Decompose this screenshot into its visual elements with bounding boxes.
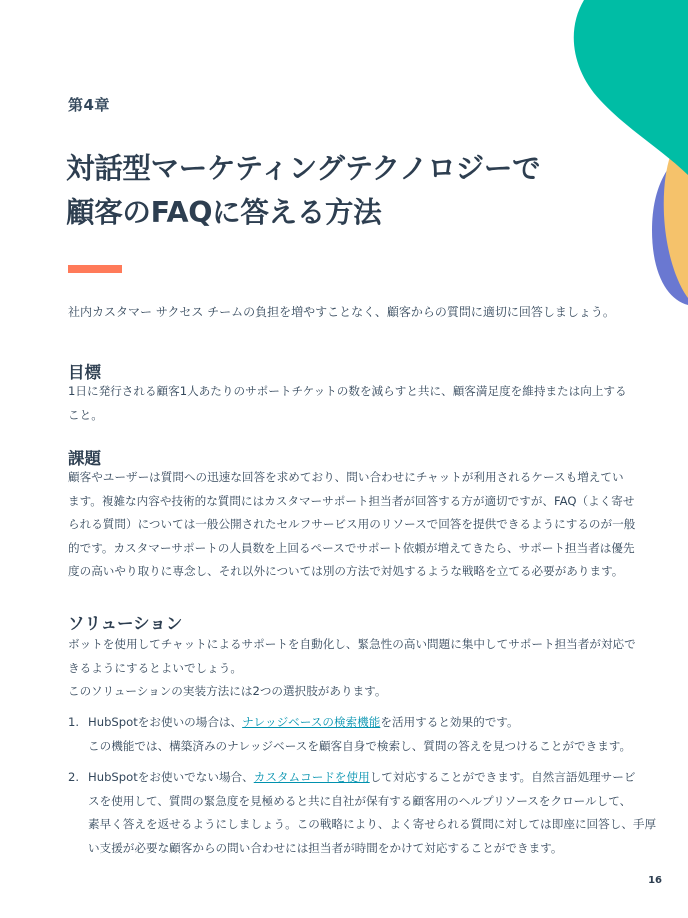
teal-blob: [574, 0, 688, 175]
list-number: 1.: [68, 715, 80, 729]
list-item-line: い支援が必要な顧客からの問い合わせには担当者が時間をかけて対応することができます。: [88, 840, 563, 855]
list-item-line: この機能では、構築済みのナレッジベースを顧客自身で検索し、質問の答えを見つけることができます。: [88, 738, 632, 753]
title-line-2: 顧客のFAQに答える方法: [66, 196, 382, 229]
solution-line: きるようにするとよいでしょう。: [68, 660, 242, 675]
goal-text: [68, 380, 628, 427]
accent-bar: [68, 265, 122, 273]
challenge-heading: 課題: [68, 449, 101, 468]
chapter-label: 第4章: [68, 96, 110, 114]
knowledge-base-search-link[interactable]: ナレッジベースの検索機能: [242, 715, 381, 729]
challenge-line: 顧客やユーザーは質問への迅速な回答を求めており、問い合わせにチャットが利用されるケースも増えてい: [68, 470, 624, 484]
list-item-first-line: [88, 711, 638, 735]
solution-heading: ソリューション: [68, 614, 183, 633]
list-item-line: スを使用して、質問の緊急度を見極めると共に自社が保有する顧客用のヘルプリソースをクロールして、: [88, 793, 632, 808]
list-item-suffix: を活用すると効果的です。: [380, 715, 519, 729]
custom-code-link[interactable]: カスタムコードを使用: [253, 770, 370, 784]
page-title: [66, 147, 586, 235]
challenge-text: [68, 466, 636, 584]
solution-text: [68, 633, 636, 704]
challenge-line: られる質問）については一般公開されたセルフサービス用のリソースで回答を提供できるようにするのが一般: [68, 517, 636, 531]
yellow-blob: [664, 128, 688, 298]
intro-text: 社内カスタマー サクセス チームの負担を増やすことなく、顧客からの質問に適切に回答しましょう。: [68, 305, 615, 319]
list-item-prefix: HubSpotをお使いでない場合、: [88, 770, 254, 784]
solution-line: ボットを使用してチャットによるサポートを自動化し、緊急性の高い問題に集中してサポート担当者が対応で: [68, 637, 636, 651]
goal-line: こと。: [68, 407, 103, 422]
list-number: 2.: [68, 770, 80, 784]
list-item-text: [88, 766, 657, 860]
list-item-suffix: して対応することができます。自然言語処理サービ: [369, 770, 636, 784]
goal-line: 1日に発行される顧客1人あたりのサポートチケットの数を減らすと共に、顧客満足度を維持または向上する: [68, 384, 627, 398]
title-line-1: 対話型マーケティングテクノロジーで: [66, 152, 541, 185]
page-number: 16: [648, 875, 662, 886]
solution-line: このソリューションの実装方法には2つの選択肢があります。: [68, 684, 387, 698]
list-item-first-line: [88, 766, 638, 790]
list-item-line: 素早く答えを返せるようにしましょう。この戦略により、よく寄せられる質問に対しては即座に回答し、手厚: [88, 817, 657, 831]
goal-heading: 目標: [68, 363, 101, 382]
challenge-line: ます。複雑な内容や技術的な質問にはカスタマーサポート担当者が回答する方が適切ですが、FAQ（よく寄せ: [68, 493, 635, 508]
challenge-line: 度の高いやり取りに専念し、それ以外については別の方法で対処するような戦略を立てる必要があります。: [68, 564, 624, 578]
list-item-text: [88, 711, 638, 758]
challenge-line: 的です。カスタマーサポートの人員数を上回るペースでサポート依頼が増えてきたら、サポート担当者は優先: [68, 540, 635, 555]
list-item-prefix: HubSpotをお使いの場合は、: [88, 715, 243, 729]
purple-blob: [652, 150, 688, 305]
